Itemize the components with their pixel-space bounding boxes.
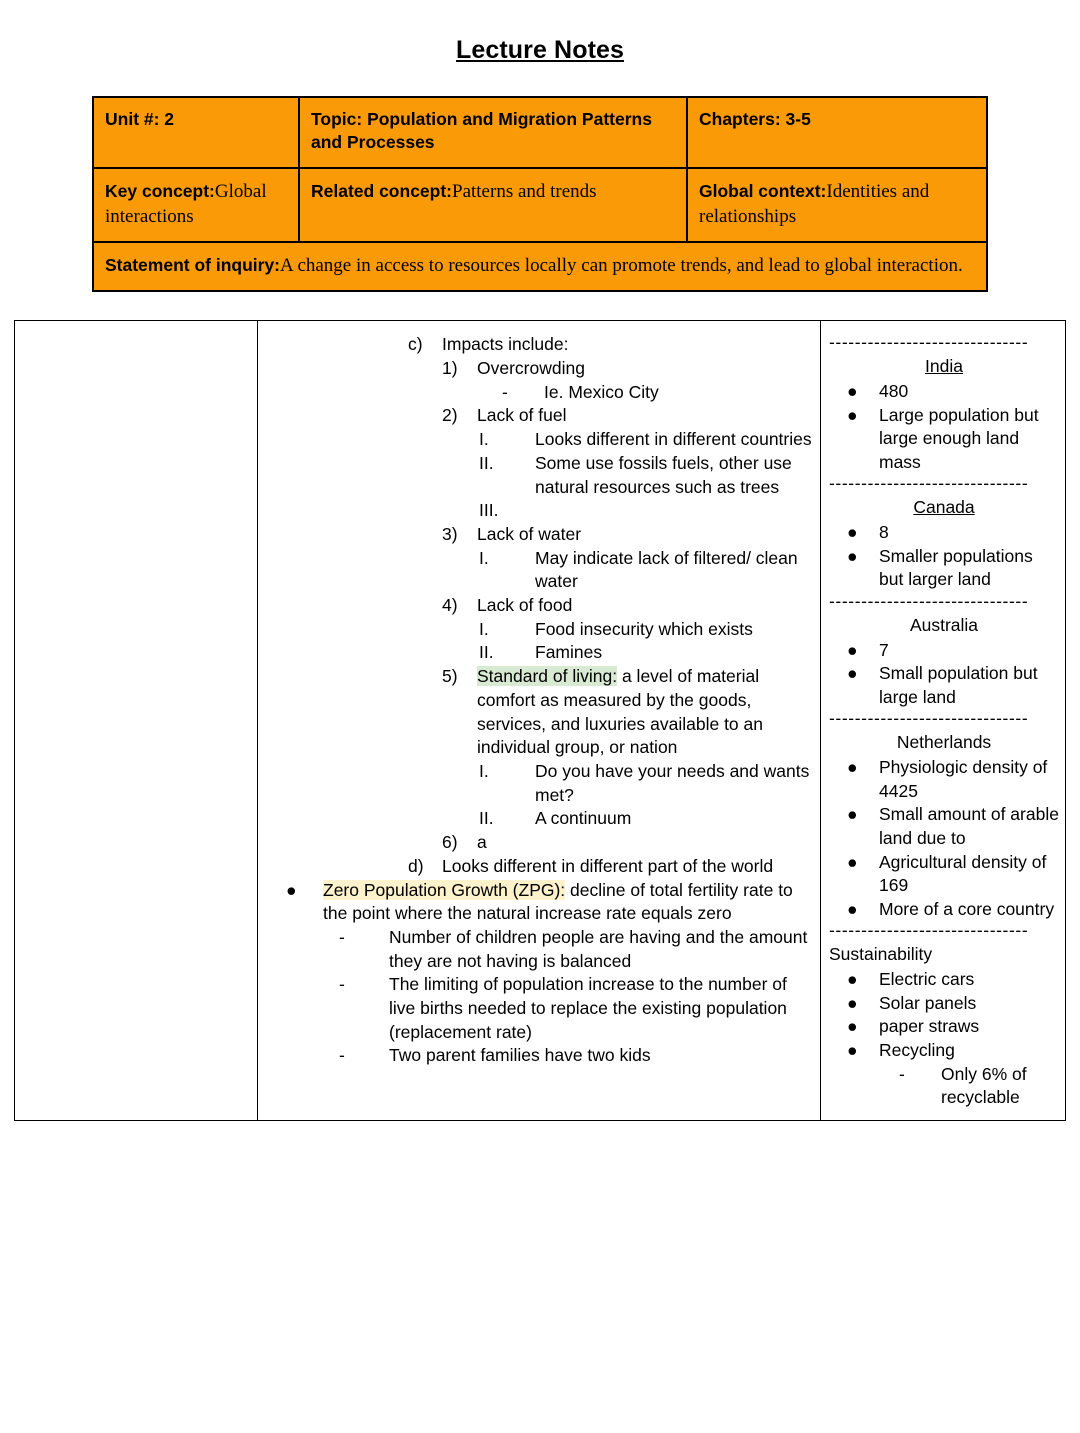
- section-separator: -------------------------------: [829, 333, 1029, 353]
- section-heading-label: Sustainability: [829, 944, 933, 965]
- list-item: [479, 618, 812, 642]
- statement-of-inquiry-cell: [93, 242, 987, 291]
- topic-value: Population and Migration Patterns and Processes: [311, 109, 652, 153]
- list-item: [899, 1063, 1059, 1110]
- list-marker: I.: [479, 618, 489, 639]
- list-text: Solar panels: [879, 992, 977, 1013]
- section-heading-label: Australia: [909, 614, 979, 635]
- list-item: [442, 404, 812, 428]
- bullet-icon: ●: [847, 1039, 858, 1060]
- list-text: The limiting of population increase to the number of live births needed to replace the existing population (replacement rate): [389, 974, 787, 1042]
- bullet-icon: ●: [286, 879, 297, 900]
- bullet-icon: ●: [847, 1016, 858, 1037]
- list-text: paper straws: [879, 1016, 980, 1037]
- list-item: [847, 521, 1059, 545]
- unit-info-table: [92, 96, 988, 292]
- list-item: [479, 452, 812, 499]
- related-concept-value: Patterns and trends: [452, 180, 597, 202]
- bullet-icon: ●: [847, 757, 858, 778]
- key-concept-cell: [93, 168, 299, 243]
- list-text: a: [477, 832, 487, 853]
- list-text: Some use fossils fuels, other use natural resources such as trees: [535, 452, 792, 497]
- bullet-icon: ●: [847, 898, 858, 919]
- list-text: Recycling: [879, 1039, 955, 1060]
- bullet-icon: ●: [847, 804, 858, 825]
- list-text: A continuum: [535, 808, 632, 829]
- list-marker: -: [339, 926, 345, 947]
- statement-value: A change in access to resources locally can promote trends, and lead to global interaction.: [280, 255, 963, 277]
- section-separator: -------------------------------: [829, 709, 1029, 729]
- list-item: [847, 1039, 1059, 1063]
- list-item: [408, 333, 812, 357]
- notes-table: [14, 320, 1066, 1121]
- list-text: Agricultural density of 169: [879, 851, 1047, 896]
- list-item: [479, 760, 812, 807]
- list-text: Only 6% of recyclable: [941, 1063, 1027, 1108]
- list-text: 480: [879, 380, 909, 401]
- list-item: [442, 665, 812, 760]
- definition-text: decline of total fertility rate to the point where the natural increase rate equals zero: [323, 879, 793, 924]
- section-heading-sustainability: [829, 943, 1059, 967]
- list-text: Looks different in different countries: [535, 429, 812, 450]
- list-item: [442, 523, 812, 547]
- list-text: Small population but large land: [879, 663, 1038, 707]
- list-text: Physiologic density of 4425: [879, 757, 1048, 801]
- section-separator: -------------------------------: [829, 474, 1029, 494]
- unit-cell: [93, 97, 299, 168]
- list-text: 7: [879, 639, 889, 660]
- topic-cell: [299, 97, 687, 168]
- highlighted-term-zpg: Zero Population Growth (ZPG):: [323, 879, 566, 900]
- key-concept-value: Global interactions: [105, 180, 267, 227]
- bullet-icon: ●: [847, 380, 858, 401]
- bullet-icon: ●: [847, 663, 858, 684]
- list-marker: 3): [442, 523, 458, 544]
- key-concept-label: Key concept:: [105, 180, 215, 201]
- table-row: [15, 321, 1066, 1121]
- list-item: [847, 968, 1059, 992]
- list-item: [847, 545, 1059, 592]
- related-concept-cell: [299, 168, 687, 243]
- list-item: [286, 879, 812, 926]
- table-row: [93, 168, 987, 243]
- list-text: Number of children people are having and the amount they are not having is balanced: [389, 926, 808, 971]
- list-marker: -: [502, 381, 508, 402]
- list-text: Lack of water: [477, 523, 582, 544]
- section-separator: -------------------------------: [829, 921, 1029, 941]
- list-marker: 5): [442, 666, 458, 687]
- bullet-icon: ●: [847, 639, 858, 660]
- list-item: [339, 973, 812, 1044]
- section-heading-netherlands: [829, 731, 1059, 755]
- list-text: Smaller populations but larger land: [879, 545, 1033, 590]
- section-heading-label: India: [925, 356, 963, 377]
- list-item: [847, 662, 1059, 709]
- list-marker: I.: [479, 760, 489, 781]
- list-item: [339, 1044, 812, 1068]
- list-marker: 4): [442, 595, 458, 616]
- list-marker: d): [408, 855, 424, 876]
- table-row: [93, 97, 987, 168]
- topic-label: Topic:: [311, 109, 368, 129]
- section-heading-label: Netherlands: [896, 732, 992, 753]
- list-text: Large population but large enough land mass: [879, 404, 1039, 472]
- list-text: Lack of fuel: [477, 405, 567, 426]
- list-text: Lack of food: [477, 595, 573, 616]
- bullet-icon: ●: [847, 992, 858, 1013]
- list-text: Two parent families have two kids: [389, 1045, 651, 1066]
- list-text: [323, 879, 812, 926]
- list-marker: -: [339, 974, 345, 995]
- chapters-label: Chapters: 3-5: [699, 109, 811, 129]
- bullet-icon: ●: [847, 404, 858, 425]
- list-text: Overcrowding: [477, 358, 585, 379]
- list-marker: c): [408, 334, 423, 355]
- list-item: [847, 992, 1059, 1016]
- list-text: Famines: [535, 642, 603, 663]
- list-item: [847, 404, 1059, 475]
- list-item: [479, 428, 812, 452]
- list-item: [479, 807, 812, 831]
- list-item: [847, 756, 1059, 803]
- list-marker: I.: [479, 429, 489, 450]
- list-text: May indicate lack of filtered/ clean water: [535, 547, 798, 592]
- definition-text: a level of material comfort as measured by the goods, services, and luxuries available to an individual group, or nation: [477, 666, 763, 758]
- list-text: Small amount of arable land due to: [879, 804, 1059, 848]
- list-item: [479, 499, 812, 523]
- list-marker: II.: [479, 642, 494, 663]
- table-row: [93, 242, 987, 291]
- list-text: Ie. Mexico City: [544, 381, 659, 402]
- global-context-value: Identities and relationships: [699, 180, 930, 227]
- section-heading-india: [829, 355, 1059, 379]
- list-item: [847, 1015, 1059, 1039]
- country-stats-list: [829, 333, 1059, 1110]
- global-context-cell: [687, 168, 987, 243]
- list-item: [479, 641, 812, 665]
- list-text: More of a core country: [879, 898, 1055, 919]
- list-text: [477, 665, 812, 760]
- list-text: Looks different in different part of the world: [442, 855, 774, 876]
- list-item: [442, 357, 812, 381]
- notes-middle-column: [258, 321, 821, 1121]
- list-item: [847, 851, 1059, 898]
- list-marker: II.: [479, 808, 494, 829]
- list-marker: II.: [479, 452, 494, 473]
- highlighted-term-standard-of-living: Standard of living:: [477, 666, 618, 687]
- list-item: [502, 381, 812, 405]
- list-item: [479, 547, 812, 594]
- list-marker: III.: [479, 500, 499, 521]
- list-item: [847, 803, 1059, 850]
- list-item: [847, 639, 1059, 663]
- list-marker: -: [339, 1045, 345, 1066]
- section-heading-australia: [829, 614, 1059, 638]
- list-item: [339, 926, 812, 973]
- unit-label: Unit #: 2: [105, 109, 175, 129]
- list-item: [442, 831, 812, 855]
- list-item: [442, 594, 812, 618]
- list-marker: 2): [442, 405, 458, 426]
- list-item: [408, 855, 812, 879]
- page-title: Lecture Notes: [455, 36, 624, 64]
- list-text: Do you have your needs and wants met?: [535, 760, 810, 805]
- section-heading-label: Canada: [913, 497, 975, 518]
- list-marker: -: [899, 1063, 905, 1084]
- list-marker: 1): [442, 358, 458, 379]
- notes-left-column: [15, 321, 258, 1121]
- bullet-icon: ●: [847, 851, 858, 872]
- chapters-cell: [687, 97, 987, 168]
- bullet-icon: ●: [847, 545, 858, 566]
- list-text: Electric cars: [879, 969, 975, 990]
- list-text: Impacts include:: [442, 334, 569, 355]
- related-concept-label: Related concept:: [311, 180, 452, 201]
- list-text: Food insecurity which exists: [535, 618, 753, 639]
- bullet-icon: ●: [847, 969, 858, 990]
- list-text: 8: [879, 522, 889, 543]
- global-context-label: Global context:: [699, 180, 827, 201]
- notes-right-column: [821, 321, 1066, 1121]
- section-heading-canada: [829, 496, 1059, 520]
- section-separator: -------------------------------: [829, 591, 1029, 611]
- list-marker: 6): [442, 832, 458, 853]
- outline-list: [266, 333, 812, 1068]
- list-item: [847, 380, 1059, 404]
- bullet-icon: ●: [847, 522, 858, 543]
- list-marker: I.: [479, 547, 489, 568]
- statement-label: Statement of inquiry:: [105, 255, 281, 276]
- list-item: [847, 898, 1059, 922]
